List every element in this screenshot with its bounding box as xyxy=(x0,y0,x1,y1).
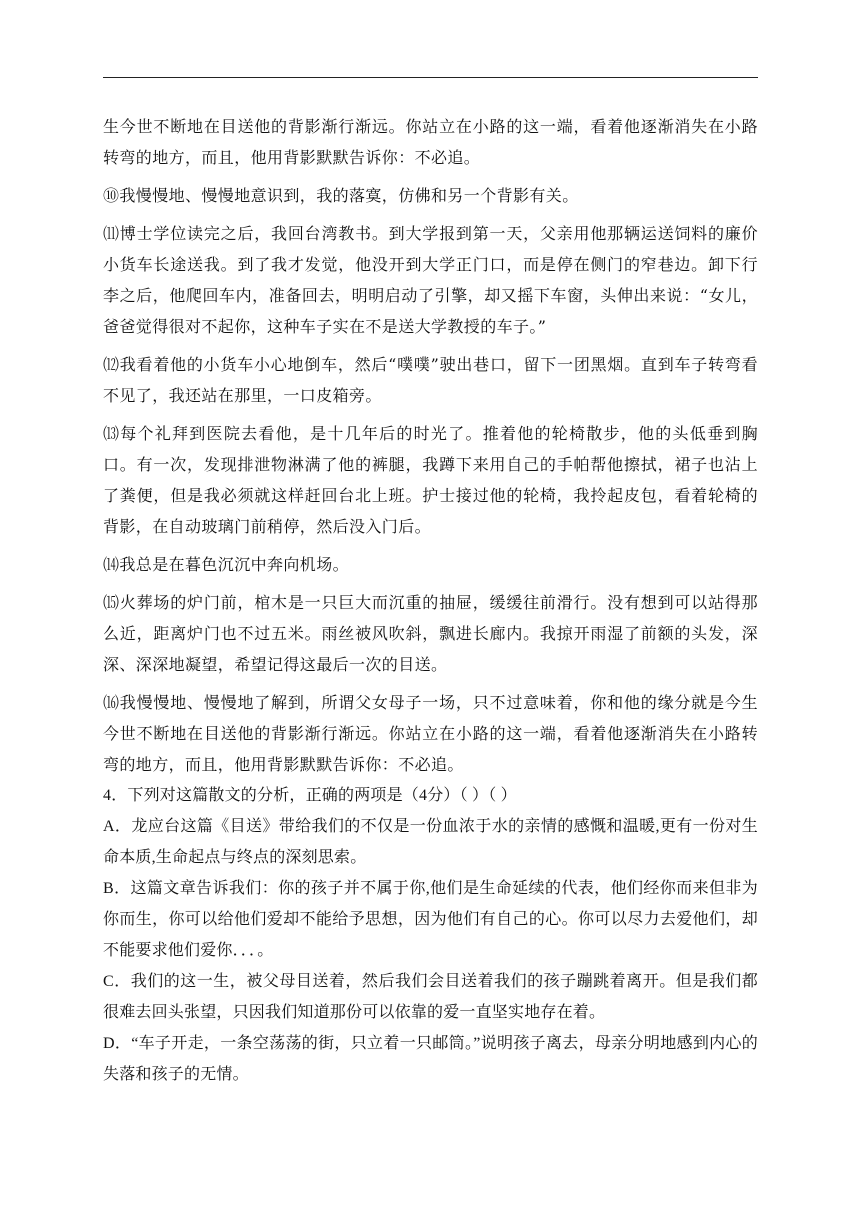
question-stem: 4．下列对这篇散文的分析，正确的两项是（4分）（ ）（ ） xyxy=(103,787,517,804)
question-option-b: B．这篇文章告诉我们：你的孩子并不属于你,他们是生命延续的代表，他们经你而来但非为你而生，你可以给他们爱却不能给予思想，因为他们有自己的心。你可以尽力去爱他们，却不能要求他们爱你．．．。 xyxy=(103,880,758,959)
passage-paragraph: ⒃我慢慢地、慢慢地了解到，所谓父女母子一场，只不过意味着，你和他的缘分就是今生今世不断地在目送他的背影渐行渐远。你站立在小路的这一端，看着他逐渐消失在小路转弯的地方，而且，他用背影默默告诉你：不必追。 xyxy=(103,693,758,774)
passage-paragraph: ⑿我看着他的小货车小心地倒车，然后“噗噗”驶出巷口，留下一团黑烟。直到车子转弯看不见了，我还站在那里，一口皮箱旁。 xyxy=(103,355,758,405)
passage-paragraph: ⒁我总是在暮色沉沉中奔向机场。 xyxy=(103,555,350,574)
passage-paragraph: ⑾博士学位读完之后，我回台湾教书。到大学报到第一天，父亲用他那辆运送饲料的廉价小货车长途送我。到了我才发觉，他没开到大学正门口，而是停在侧门的窄巷边。卸下行李之后，他爬回车内，准备回去，明明启动了引擎，却又摇下车窗，头伸出来说：“女儿，爸爸觉得很对不起你，这种车子实在不是送大学教授的车子。” xyxy=(103,224,758,336)
passage-paragraph: 生今世不断地在目送他的背影渐行渐远。你站立在小路的这一端，看着他逐渐消失在小路转弯的地方，而且，他用背影默默告诉你：不必追。 xyxy=(103,117,758,167)
page-content xyxy=(103,104,758,1090)
question-option-d: D．“车子开走，一条空荡荡的街，只立着一只邮筒。”说明孩子离去，母亲分明地感到内心的失落和孩子的无情。 xyxy=(103,1035,758,1083)
header-rule xyxy=(103,77,758,78)
question-option-a: A．龙应台这篇《目送》带给我们的不仅是一份血浓于水的亲情的感慨和温暖,更有一份对生命本质,生命起点与终点的深刻思索。 xyxy=(103,818,758,866)
question-option-c: C．我们的这一生，被父母目送着，然后我们会目送着我们的孩子蹦跳着离开。但是我们都很难去回头张望，只因我们知道那份可以依靠的爱一直坚实地存在着。 xyxy=(103,973,758,1021)
passage-paragraph: ⑩我慢慢地、慢慢地意识到，我的落寞，仿佛和另一个背影有关。 xyxy=(103,186,579,205)
passage-paragraph: ⒀每个礼拜到医院去看他，是十几年后的时光了。推着他的轮椅散步，他的头低垂到胸口。有一次，发现排泄物淋满了他的裤腿，我蹲下来用自己的手帕帮他擦拭，裙子也沾上了粪便，但是我必须就这样赶回台北上班。护士接过他的轮椅，我拎起皮包，看着轮椅的背影，在自动玻璃门前稍停，然后没入门后。 xyxy=(103,424,758,536)
passage-paragraph: ⒂火葬场的炉门前，棺木是一只巨大而沉重的抽屉，缓缓往前滑行。没有想到可以站得那么近，距离炉门也不过五米。雨丝被风吹斜，飘进长廊内。我掠开雨湿了前额的头发，深深、深深地凝望，希望记得这最后一次的目送。 xyxy=(103,593,758,674)
